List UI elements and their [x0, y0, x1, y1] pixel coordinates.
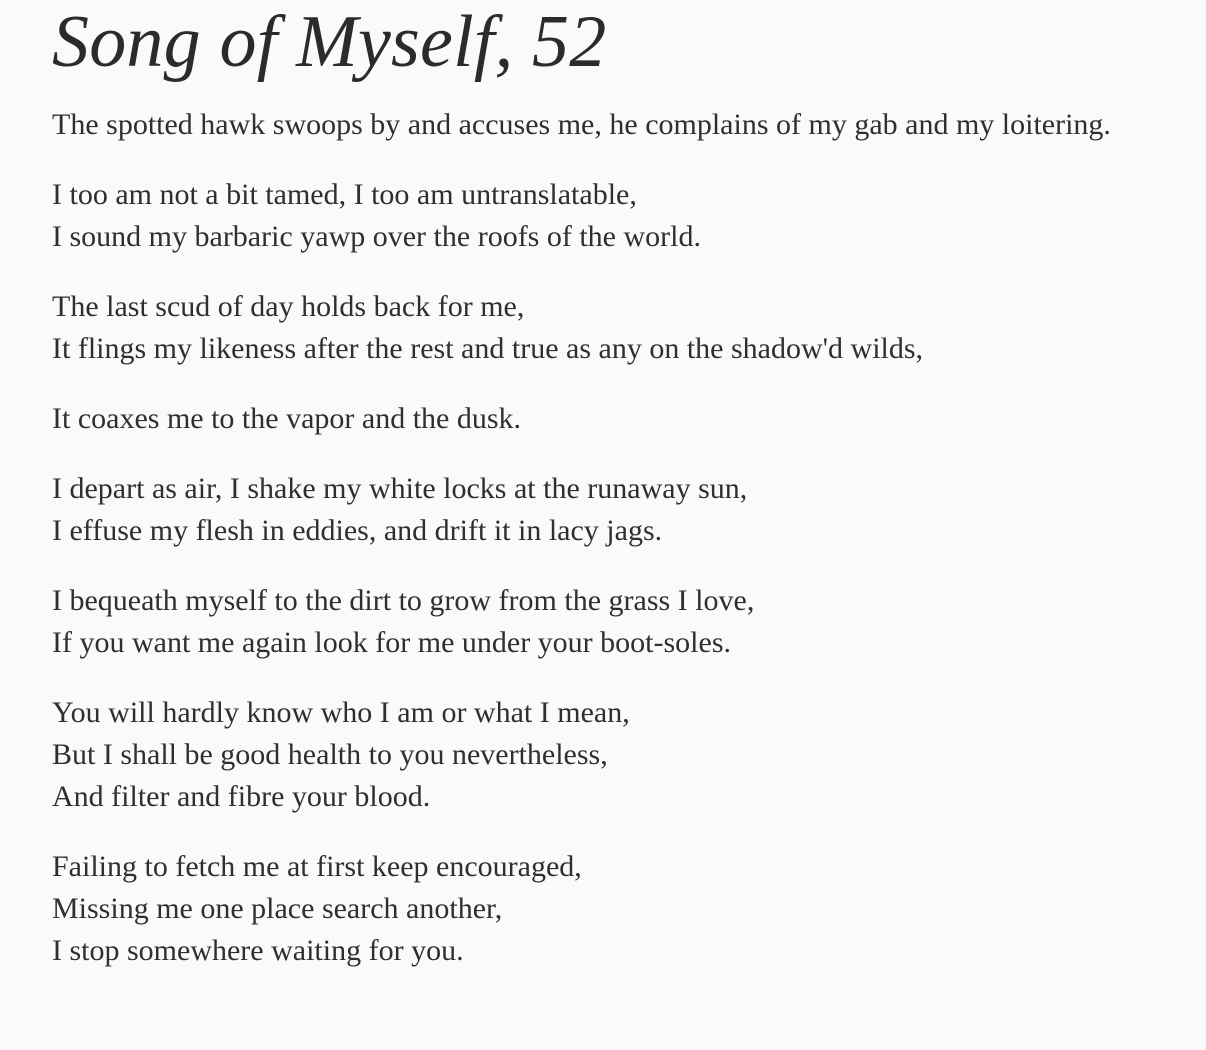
poem-line: And filter and fibre your blood.	[52, 780, 431, 813]
poem-line: I bequeath myself to the dirt to grow from the grass I love,	[52, 584, 755, 617]
poem-line: I depart as air, I shake my white locks at the runaway sun,	[52, 472, 748, 505]
poem-line: Failing to fetch me at first keep encouraged,	[52, 850, 582, 883]
poem-line: You will hardly know who I am or what I mean,	[52, 696, 630, 729]
poem-line: If you want me again look for me under your boot-soles.	[52, 626, 731, 659]
stanza	[52, 468, 1196, 552]
stanza	[52, 692, 1196, 818]
poem-title: Song of Myself, 52	[52, 1, 607, 83]
poem-line: But I shall be good health to you nevertheless,	[52, 738, 608, 771]
poem-line: I too am not a bit tamed, I too am untranslatable,	[52, 178, 637, 211]
poem-line: It flings my likeness after the rest and true as any on the shadow'd wilds,	[52, 332, 924, 365]
poem-line: Missing me one place search another,	[52, 892, 503, 925]
poem-line: I stop somewhere waiting for you.	[52, 934, 464, 967]
poem-line: I effuse my flesh in eddies, and drift it in lacy jags.	[52, 514, 663, 547]
stanza	[52, 174, 1196, 258]
stanza	[52, 286, 1196, 370]
stanza	[52, 580, 1196, 664]
poem-line: I sound my barbaric yawp over the roofs of the world.	[52, 220, 701, 253]
stanza	[52, 846, 1196, 972]
poem-line: It coaxes me to the vapor and the dusk.	[52, 402, 522, 435]
poem-line: The spotted hawk swoops by and accuses me, he complains of my gab and my loitering.	[52, 108, 1111, 141]
poem-line: The last scud of day holds back for me,	[52, 290, 525, 323]
poem-body	[52, 104, 1196, 972]
stanza	[52, 104, 1196, 146]
stanza	[52, 398, 1196, 440]
